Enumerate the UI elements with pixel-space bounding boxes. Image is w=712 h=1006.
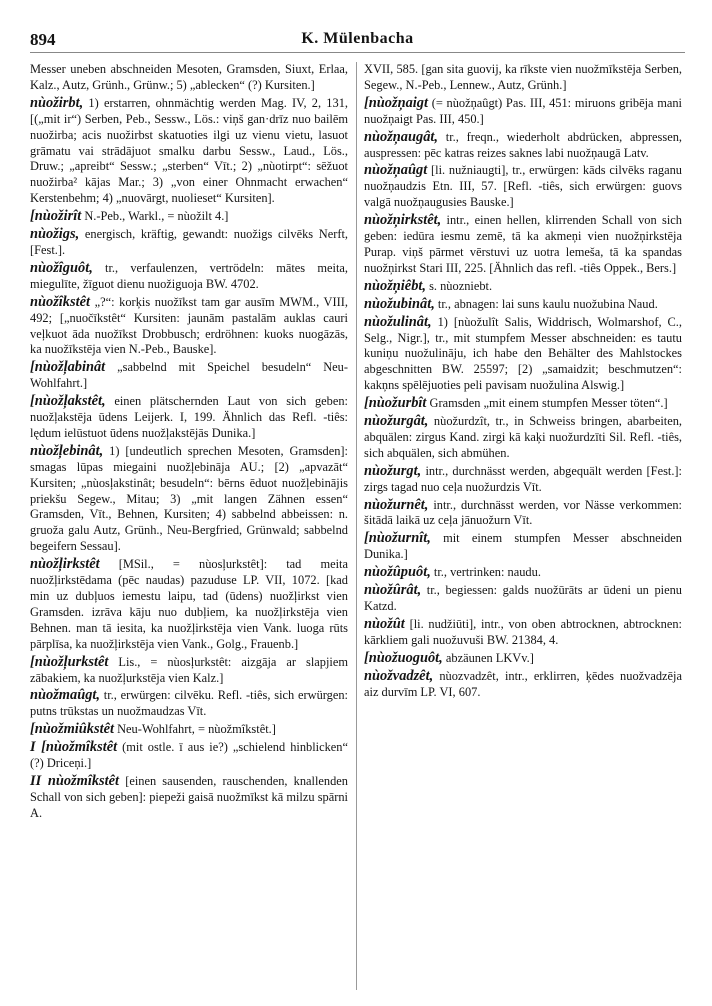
entry-headword: nùožîkstêt bbox=[30, 293, 90, 310]
entry-headword: nùožvadzêt, bbox=[364, 667, 434, 684]
dictionary-entry bbox=[30, 722, 348, 738]
dictionary-entry bbox=[364, 531, 682, 563]
entry-text: „sabbelnd mit Speichel besudeln“ Neu-Wohlfahrt.] bbox=[30, 360, 348, 391]
entry-headword: nùožņirkstêt, bbox=[364, 212, 442, 229]
dictionary-entry bbox=[30, 360, 348, 392]
entry-text: nùožurdzît, tr., in Schweiss bringen, abarbeiten, abquälen: zirgus Kand. zirgi kā kaķi nuožurdzīti Sil. Refl. -tiês, sich abquälen, sich abmühen. bbox=[364, 414, 682, 460]
entry-headword: nùožurgt, bbox=[364, 462, 422, 479]
dictionary-entry bbox=[30, 655, 348, 687]
dictionary-entry bbox=[364, 498, 682, 530]
dictionary-entry bbox=[364, 315, 682, 395]
dictionary-entry bbox=[30, 688, 348, 720]
entry-headword: [nùožmiûkstêt bbox=[30, 721, 114, 738]
dictionary-entry bbox=[30, 394, 348, 442]
entry-headword: nùožubinât, bbox=[364, 295, 435, 312]
entry-text: tr., freqn., wiederholt abdrücken, abpressen, auspressen: pēc katras reizes saknes labi nuožņaugā Latv. bbox=[364, 129, 682, 160]
dictionary-entry bbox=[364, 669, 682, 701]
entry-text: intr., durchnässt werden, abgequält werden [Fest.]: zirgs tagad nuo ceļa nuožurdzis Vīt. bbox=[364, 463, 682, 494]
dictionary-entry bbox=[30, 295, 348, 359]
dictionary-entry bbox=[364, 130, 682, 162]
entry-text: XVII, 585. [gan sita guovij, ka rīkste vien nuožmīkstēja Serben, Segew., N.-Peb., Lennew., Autz, Grünh.] bbox=[364, 62, 682, 92]
dictionary-entry bbox=[30, 557, 348, 652]
dictionary-entry bbox=[364, 651, 682, 667]
dictionary-entry bbox=[30, 740, 348, 772]
entry-text: intr., durchnässt werden, vor Nässe verkommen: šitādā laikā uz ceļa jānuožurn Vīt. bbox=[364, 497, 682, 528]
entry-headword: [nùožurbît bbox=[364, 395, 427, 412]
entry-text: intr., einen hellen, klirrenden Schall von sich geben: iedūra iesmu zemē, tā ka akmeņi vien nuožņirkstēja Purap. viņš pārmet vērstuvi uz uotra lemeša, tā ka spandas nuožņirkst Stari III, 225. [Ähnlich das refl. -tiês Oppek., Bers.] bbox=[364, 213, 682, 275]
dictionary-entry bbox=[364, 213, 682, 277]
entry-text: einen plätschernden Laut von sich geben: nuožļakstēja ūdens Leijerk. I, 199. Ähnlich das Refl. -tiês: lędum ielūstuot ūdens nuožļakstējās Dunika.] bbox=[30, 394, 348, 440]
entry-headword: [nùožļurkstêt bbox=[30, 653, 109, 670]
entry-text: N.-Peb., Warkl., = nùožilt 4.] bbox=[84, 209, 229, 224]
right-column bbox=[364, 62, 682, 702]
entry-text: [einen sausenden, rauschenden, knallenden Schall von sich geben]: piepeži gaisā nuožmīkst kā milzu spārni A. bbox=[30, 773, 348, 820]
columns bbox=[30, 62, 685, 990]
entry-headword: [nùožņaigt bbox=[364, 94, 428, 111]
dictionary-entry bbox=[30, 774, 348, 822]
dictionary-entry bbox=[30, 96, 348, 207]
entry-text: (mit ostle. ī aus ie?) „schielend hinblicken“ (?) Driceņi.] bbox=[30, 740, 349, 771]
entry-text: abzäunen LKVv.] bbox=[445, 650, 534, 665]
entry-headword: [nùožuoguôt, bbox=[364, 649, 443, 666]
entry-headword: nùožigs, bbox=[30, 226, 80, 243]
running-head: K. Mülenbacha bbox=[301, 30, 414, 47]
dictionary-entry bbox=[364, 565, 682, 581]
entry-headword: nùožļirkstêt bbox=[30, 556, 100, 573]
entry-headword: II nùožmîkstêt bbox=[30, 772, 120, 789]
entry-headword: [nùožirît bbox=[30, 208, 82, 225]
entry-text: Messer uneben abschneiden Mesoten, Gramsden, Siuxt, Erlaa, Kalz., Autz, Grünh., Grünw.; 5) „ablecken“ (?) Kursiten.] bbox=[30, 62, 348, 92]
dictionary-page bbox=[30, 30, 685, 990]
dictionary-entry bbox=[364, 464, 682, 496]
entry-text: Gramsden „mit einem stumpfen Messer töten“.] bbox=[429, 396, 668, 411]
dictionary-entry bbox=[364, 297, 682, 313]
entry-text: [li. nužniaugti], tr., erwürgen: kāds cilvēks raganu nuožņaudzis Etn. III, 57. [Refl. -tiês, sich erwürgen: guovs valgā nuožņaugusies Bauske.] bbox=[364, 163, 682, 210]
entry-headword: nùožûpuôt, bbox=[364, 564, 431, 581]
dictionary-entry bbox=[30, 209, 348, 225]
dictionary-entry bbox=[364, 396, 682, 412]
dictionary-entry bbox=[364, 96, 682, 128]
entry-text: tr., erwürgen: cilvēku. Refl. -tiês, sich erwürgen: putns trūkstas un nuožmaudzas Vīt. bbox=[30, 688, 348, 719]
page-number: 894 bbox=[30, 30, 56, 49]
entry-text: 1) erstarren, ohnmächtig werden Mag. IV, 2, 131, [(„mit ir“) Serben, Peb., Sessw., Lös.: viņš gan·drīz nuo bailēm nuožirba; acis nuožirbst skatuoties ilgi uz vienu vietu, lasuot grāmatu vai strādājuot smalku darbu Sessw., Laud., Lös., Druw.; „apreibt“ Sessw.; „sterben“ Vīt.; 2) „nùotirpt“: sēžuot nuožirba² kājas Mar.; 3) „von einer Ohnmacht erwachen“ Kerstenbehm; 4) „nuovārgt, nuolieset“ Kursiten]. bbox=[30, 95, 348, 206]
entry-text: 1) [undeutlich sprechen Mesoten, Gramsden]: smagas lūpas miegaini nuožļebināja AU.; [2) „apvazāt“ Kursiten; „nùosļakstinât; besudeln“: bērns ēduot nuožļebinājis priekšu Segew., Mitau; 3) „mit langen Zähnen essen“ Gramsden, Vīt., Behnen, Kursiten; 4) sabbelnd abbeissen: n. gruoža galu Autz, Grünh., Neu-Bergfried, Grünwald; sabbelnd begeifern Sessau]. bbox=[30, 443, 348, 554]
left-column bbox=[30, 62, 348, 824]
dictionary-entry bbox=[364, 414, 682, 462]
entry-text: (= nùožņaûgt) Pas. III, 451: miruons gribēja mani nuožņaigt Pas. III, 450.] bbox=[364, 95, 682, 126]
dictionary-entry bbox=[364, 163, 682, 211]
page-header bbox=[30, 30, 685, 53]
entry-headword: nùožņiêbt, bbox=[364, 277, 426, 294]
dictionary-entry bbox=[30, 261, 348, 293]
entry-headword: [nùožļakstêt, bbox=[30, 393, 106, 410]
entry-headword: [nùožurnît, bbox=[364, 530, 431, 547]
entry-headword: nùožļebinât, bbox=[30, 442, 104, 459]
entry-text: Lis., = nùosļurkstêt: aizgāja ar slapjiem zābakiem, ka nuožļurkstēja vien Kalz.] bbox=[30, 654, 348, 685]
entry-text: [li. nudžiūti], intr., von oben abtrocknen, abtrocknen: kārkliem gali nuožuvuši BW. 21384, 4. bbox=[364, 616, 682, 647]
dictionary-entry bbox=[364, 62, 682, 94]
entry-headword: nùožulinât, bbox=[364, 313, 432, 330]
entry-headword: I [nùožmîkstêt bbox=[30, 739, 118, 756]
dictionary-entry bbox=[364, 583, 682, 615]
entry-text: tr., verfaulenzen, vertrödeln: mātes meita, miegulīte, žīguot dienu nuožiguoja BW. 4702. bbox=[30, 260, 348, 291]
entry-text: nùozvadzêt, intr., erklirren, ķēdes nuožvadzēja aiz durvīm LP. VI, 607. bbox=[364, 668, 682, 699]
dictionary-entry bbox=[30, 444, 348, 555]
entry-headword: nùožņaûgt bbox=[364, 162, 428, 179]
entry-text: mit einem stumpfen Messer abschneiden Dunika.] bbox=[364, 531, 683, 562]
dictionary-entry bbox=[364, 279, 682, 295]
entry-headword: nùožurgât, bbox=[364, 413, 429, 430]
entry-headword: nùožņaugât, bbox=[364, 128, 438, 145]
entry-text: tr., begiessen: galds nuožūrāts ar ūdeni un pienu Katzd. bbox=[364, 583, 682, 613]
entry-headword: nùožurnêt, bbox=[364, 496, 429, 513]
entry-headword: nùožmaûgt, bbox=[30, 687, 100, 704]
entry-text: Neu-Wohlfahrt, = nùožmîkstêt.] bbox=[117, 722, 276, 737]
entry-text: energisch, kräftig, gewandt: nuožigs cilvēks Nerft, [Fest.]. bbox=[30, 227, 348, 257]
entry-headword: [nùožļabinât bbox=[30, 359, 106, 376]
dictionary-entry bbox=[30, 62, 348, 94]
entry-text: tr., abnagen: lai suns kaulu nuožubina Naud. bbox=[437, 296, 658, 311]
entry-text: „?“: korķis nuožīkst tam gar ausīm MWM., VIII, 492; [„nuočīkstêt“ Kursiten: jaunām pastalām auklas cauri veļkuot āda nuožīkst Drobbusch; erdröhnen: kuoks nuogāzās, ka nuožīkstēja vien N.-Peb., Bauske]. bbox=[30, 294, 348, 357]
entry-text: tr., vertrinken: naudu. bbox=[433, 565, 541, 580]
entry-text: s. nùozniebt. bbox=[429, 278, 493, 293]
entry-headword: nùožût bbox=[364, 615, 405, 632]
entry-text: 1) [nùožulît Salis, Widdrisch, Wolmarshof, C., Selg., Nigr.], tr., mit stumpfem Messer abschneiden: es tautu kuniņu nuožulināju, ich habe den Behälter des Mahlstockes abgeschnitten BW. 25597; [2) „samaidzit; beschmutzen“: kakņns spēlējuoties peli pavisam nuožulina Alswig.] bbox=[364, 314, 682, 393]
entry-headword: nùožûrât, bbox=[364, 582, 422, 599]
dictionary-entry bbox=[364, 617, 682, 649]
entry-headword: nùožîguôt, bbox=[30, 259, 93, 276]
entry-headword: nùožirbt, bbox=[30, 94, 84, 111]
entry-text: [MSil., = nùosļurkstêt]: tad meita nuožļirkstēdama (pēc naudas) pazuduse LP. VII, 1072. [kad min uz dubļuos iemestu laipu, tad (ūdens) nuožļirkst vien Gramsden. izrāva kāju nuo dubļiem, ka nuožļirkstēja vien Behnen. man tā iesita, ka nuožļirkstēja vien Vank. luoga rūts pārplīsa, ka nuožļirkstēja vien Vank., Golg., Frauenb.] bbox=[30, 557, 348, 651]
column-divider bbox=[356, 62, 357, 990]
dictionary-entry bbox=[30, 227, 348, 259]
